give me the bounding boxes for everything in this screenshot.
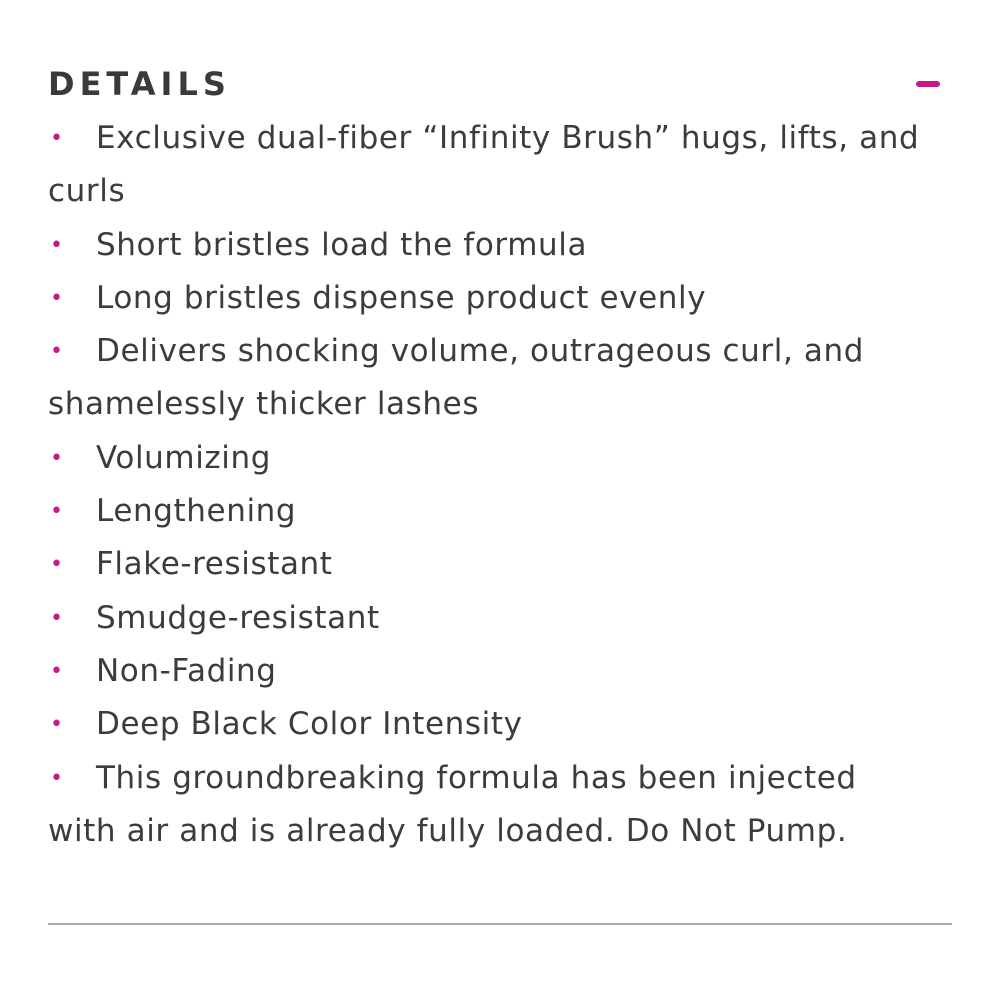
list-item [48, 698, 928, 751]
list-item [48, 645, 928, 698]
list-item [48, 592, 928, 645]
list-item-text: Short bristles load the formula [96, 226, 588, 263]
list-item-text: Smudge-resistant [96, 599, 380, 636]
bullet-icon: • [50, 232, 64, 258]
list-item [48, 752, 928, 859]
list-item-text: Lengthening [96, 493, 297, 530]
list-item [48, 219, 928, 272]
section-divider [48, 923, 952, 925]
minus-icon [916, 81, 940, 87]
list-item-text: Non-Fading [96, 652, 277, 689]
bullet-icon: • [50, 126, 64, 151]
list-item-text: Volumizing [96, 439, 272, 476]
bullet-icon: • [50, 499, 64, 525]
bullet-icon: • [50, 658, 64, 684]
bullet-icon: • [50, 285, 64, 311]
bullet-icon: • [50, 552, 64, 578]
details-header[interactable] [48, 0, 952, 112]
bullet-icon: • [50, 605, 64, 631]
bullet-icon: • [50, 712, 64, 738]
list-item-text: Flake-resistant [96, 546, 333, 583]
list-item-text: Exclusive dual-fiber “Infinity Brush” hugs, lifts, and curls [48, 120, 920, 210]
list-item [48, 272, 928, 325]
list-item [48, 485, 928, 538]
bullet-icon: • [50, 765, 64, 791]
bullet-icon: • [50, 445, 64, 471]
list-item [48, 432, 928, 485]
collapse-button[interactable] [912, 68, 944, 100]
section-title: DETAILS [48, 65, 231, 103]
list-item [48, 112, 928, 219]
list-item [48, 325, 928, 432]
list-item-text: Delivers shocking volume, outrageous curl, and shamelessly thicker lashes [48, 333, 864, 423]
list-item-text: This groundbreaking formula has been injected with air and is already fully loaded. Do Not Pump. [48, 759, 857, 849]
list-item-text: Deep Black Color Intensity [96, 706, 523, 743]
list-item-text: Long bristles dispense product evenly [96, 279, 707, 316]
list-item [48, 538, 928, 591]
details-list [48, 112, 928, 858]
bullet-icon: • [50, 339, 64, 365]
